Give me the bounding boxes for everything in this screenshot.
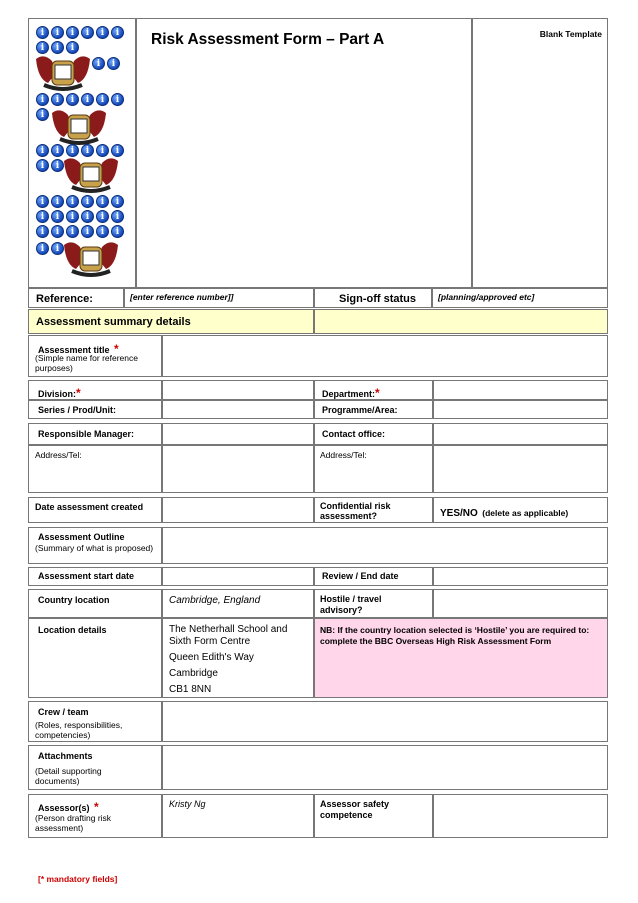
start-date-label-cell [28,567,162,586]
assessment-title-label: Assessment title [38,345,110,355]
location-label-cell [28,618,162,698]
department-field[interactable] [433,380,608,400]
location-line: The Netherhall School and Sixth Form Centre [169,624,288,647]
info-icon-row [92,57,120,70]
reference-field[interactable] [124,288,314,308]
header-title-cell [136,18,472,288]
info-icon: i [36,108,49,121]
country-label: Country location [38,595,110,605]
address-left-label-cell [28,445,162,493]
department-label-cell [314,380,433,400]
division-label: Division: [38,389,77,399]
crew-label-cell [28,701,162,742]
info-icon: i [66,225,79,238]
page-title: Risk Assessment Form – Part A [151,31,385,48]
info-icon: i [66,93,79,106]
info-icon: i [51,225,64,238]
reference-value: [enter reference number]] [130,292,234,302]
info-icon-row [36,108,49,121]
country-field[interactable] [162,589,314,618]
signoff-label-cell [314,288,432,308]
programme-label-cell [314,400,433,419]
department-label: Department: [322,389,376,399]
crest-collage [32,23,132,283]
review-field[interactable] [433,567,608,586]
crew-field[interactable] [162,701,608,742]
info-icon-row [36,159,64,172]
info-icon: i [111,210,124,223]
division-field[interactable] [162,380,314,400]
info-icon: i [81,210,94,223]
info-icon: i [96,26,109,39]
hostile-field[interactable] [433,589,608,618]
country-label-cell [28,589,162,618]
reference-label: Reference: [36,293,93,305]
info-icon-row [36,93,124,106]
location-line: Queen Edith's Way [169,652,254,663]
info-icon: i [96,195,109,208]
info-icon: i [51,144,64,157]
attachments-hint: (Detail supporting documents) [35,766,102,786]
school-crest-icon [34,53,92,93]
info-icon: i [66,26,79,39]
info-icon: i [51,195,64,208]
info-icon: i [111,225,124,238]
confidential-note: (delete as applicable) [482,508,569,518]
info-icon: i [107,57,120,70]
address-right-label-cell [314,445,433,493]
info-icon: i [36,26,49,39]
series-label-cell [28,400,162,419]
assessor-value: Kristy Ng [169,799,206,809]
info-icon: i [66,195,79,208]
address-right-label: Address/Tel: [320,450,367,460]
required-star: * [76,386,81,400]
crew-label: Crew / team [38,707,89,717]
outline-hint: (Summary of what is proposed) [35,543,154,553]
address-right-field[interactable] [433,445,608,493]
info-icon-row [36,210,124,223]
info-icon: i [66,210,79,223]
info-icon-row [36,195,124,208]
crew-hint: (Roles, responsibilities, competencies) [35,720,123,740]
outline-label-cell [28,527,162,564]
hostile-note-cell [314,618,608,698]
series-field[interactable] [162,400,314,419]
school-crest-icon [62,155,120,195]
hostile-label: Hostile / travel advisory? [320,594,382,615]
programme-field[interactable] [433,400,608,419]
date-created-label: Date assessment created [35,502,144,512]
date-created-field[interactable] [162,497,314,523]
info-icon: i [51,210,64,223]
info-icon: i [96,144,109,157]
info-icon: i [81,144,94,157]
mandatory-fields-note: [* mandatory fields] [38,874,118,884]
info-icon-row [36,26,124,39]
info-icon: i [111,144,124,157]
hostile-note: NB: If the country location selected is ‘Hostile’ you are required to: complete the BBC Overseas High Risk Assessment Form [320,625,590,646]
outline-field[interactable] [162,527,608,564]
info-icon: i [81,225,94,238]
manager-label: Responsible Manager: [38,429,135,439]
attachments-field[interactable] [162,745,608,790]
info-icon: i [66,41,79,54]
info-icon: i [36,242,49,255]
location-label: Location details [38,625,107,635]
info-icon: i [96,225,109,238]
contact-label: Contact office: [322,429,385,439]
manager-label-cell [28,423,162,445]
confidential-yes-no: YES/NO [440,508,478,519]
school-crest-icon [62,239,120,279]
programme-label: Programme/Area: [322,405,398,415]
contact-field[interactable] [433,423,608,445]
division-label-cell [28,380,162,400]
start-date-field[interactable] [162,567,314,586]
confidential-label: Confidential risk assessment? [320,501,391,521]
info-icon: i [36,210,49,223]
assessment-title-field[interactable] [162,335,608,377]
info-icon: i [66,144,79,157]
info-icon: i [81,26,94,39]
signoff-field[interactable] [432,288,608,308]
manager-field[interactable] [162,423,314,445]
assessor-safety-label: Assessor safety competence [320,799,390,820]
confidential-label-cell [314,497,433,523]
outline-label: Assessment Outline [38,532,125,542]
info-icon: i [36,225,49,238]
review-label-cell [314,567,433,586]
info-icon: i [51,93,64,106]
assessor-safety-label-cell [314,794,433,838]
date-created-label-cell [28,497,162,523]
address-left-label: Address/Tel: [35,450,82,460]
attachments-label-cell [28,745,162,790]
info-icon-row [36,225,124,238]
start-date-label: Assessment start date [38,571,135,581]
info-icon: i [36,195,49,208]
location-line: Cambridge [169,668,218,679]
review-label: Review / End date [322,571,399,581]
info-icon: i [36,41,49,54]
signoff-label: Sign-off status [339,293,416,305]
location-field[interactable] [162,618,314,698]
info-icon: i [81,93,94,106]
info-icon-row [36,242,64,255]
info-icon: i [51,41,64,54]
info-icon: i [111,195,124,208]
hostile-label-cell [314,589,433,618]
summary-heading-blank [314,309,608,334]
info-icon: i [51,159,64,172]
school-crest-icon [50,107,108,147]
address-left-field[interactable] [162,445,314,493]
contact-label-cell [314,423,433,445]
required-star: * [375,386,380,400]
assessor-field[interactable] [162,794,314,838]
assessor-label-cell [28,794,162,838]
info-icon: i [36,93,49,106]
info-icon: i [36,144,49,157]
assessor-safety-field[interactable] [433,794,608,838]
assessment-title-label-cell [28,335,162,377]
info-icon: i [96,93,109,106]
assessor-hint: (Person drafting risk assessment) [35,813,112,833]
header-badge-cell [472,18,608,288]
location-line: CB1 8NN [169,684,212,695]
info-icon: i [111,93,124,106]
country-value: Cambridge, England [169,595,261,606]
info-icon: i [111,26,124,39]
assessor-label: Assessor(s) [38,803,90,813]
series-label: Series / Prod/Unit: [38,405,117,415]
summary-heading-cell [28,309,314,334]
template-badge: Blank Template [539,29,602,39]
info-icon: i [51,242,64,255]
info-icon: i [92,57,105,70]
summary-heading: Assessment summary details [36,316,191,328]
info-icon: i [81,195,94,208]
required-star: * [113,342,119,356]
reference-label-cell [28,288,124,308]
info-icon: i [36,159,49,172]
assessment-title-hint: (Simple name for reference purposes) [35,353,138,373]
required-star: * [93,800,99,814]
info-icon: i [51,26,64,39]
attachments-label: Attachments [38,751,93,761]
signoff-value: [planning/approved etc] [438,292,535,302]
info-icon: i [96,210,109,223]
confidential-field[interactable] [433,497,608,523]
